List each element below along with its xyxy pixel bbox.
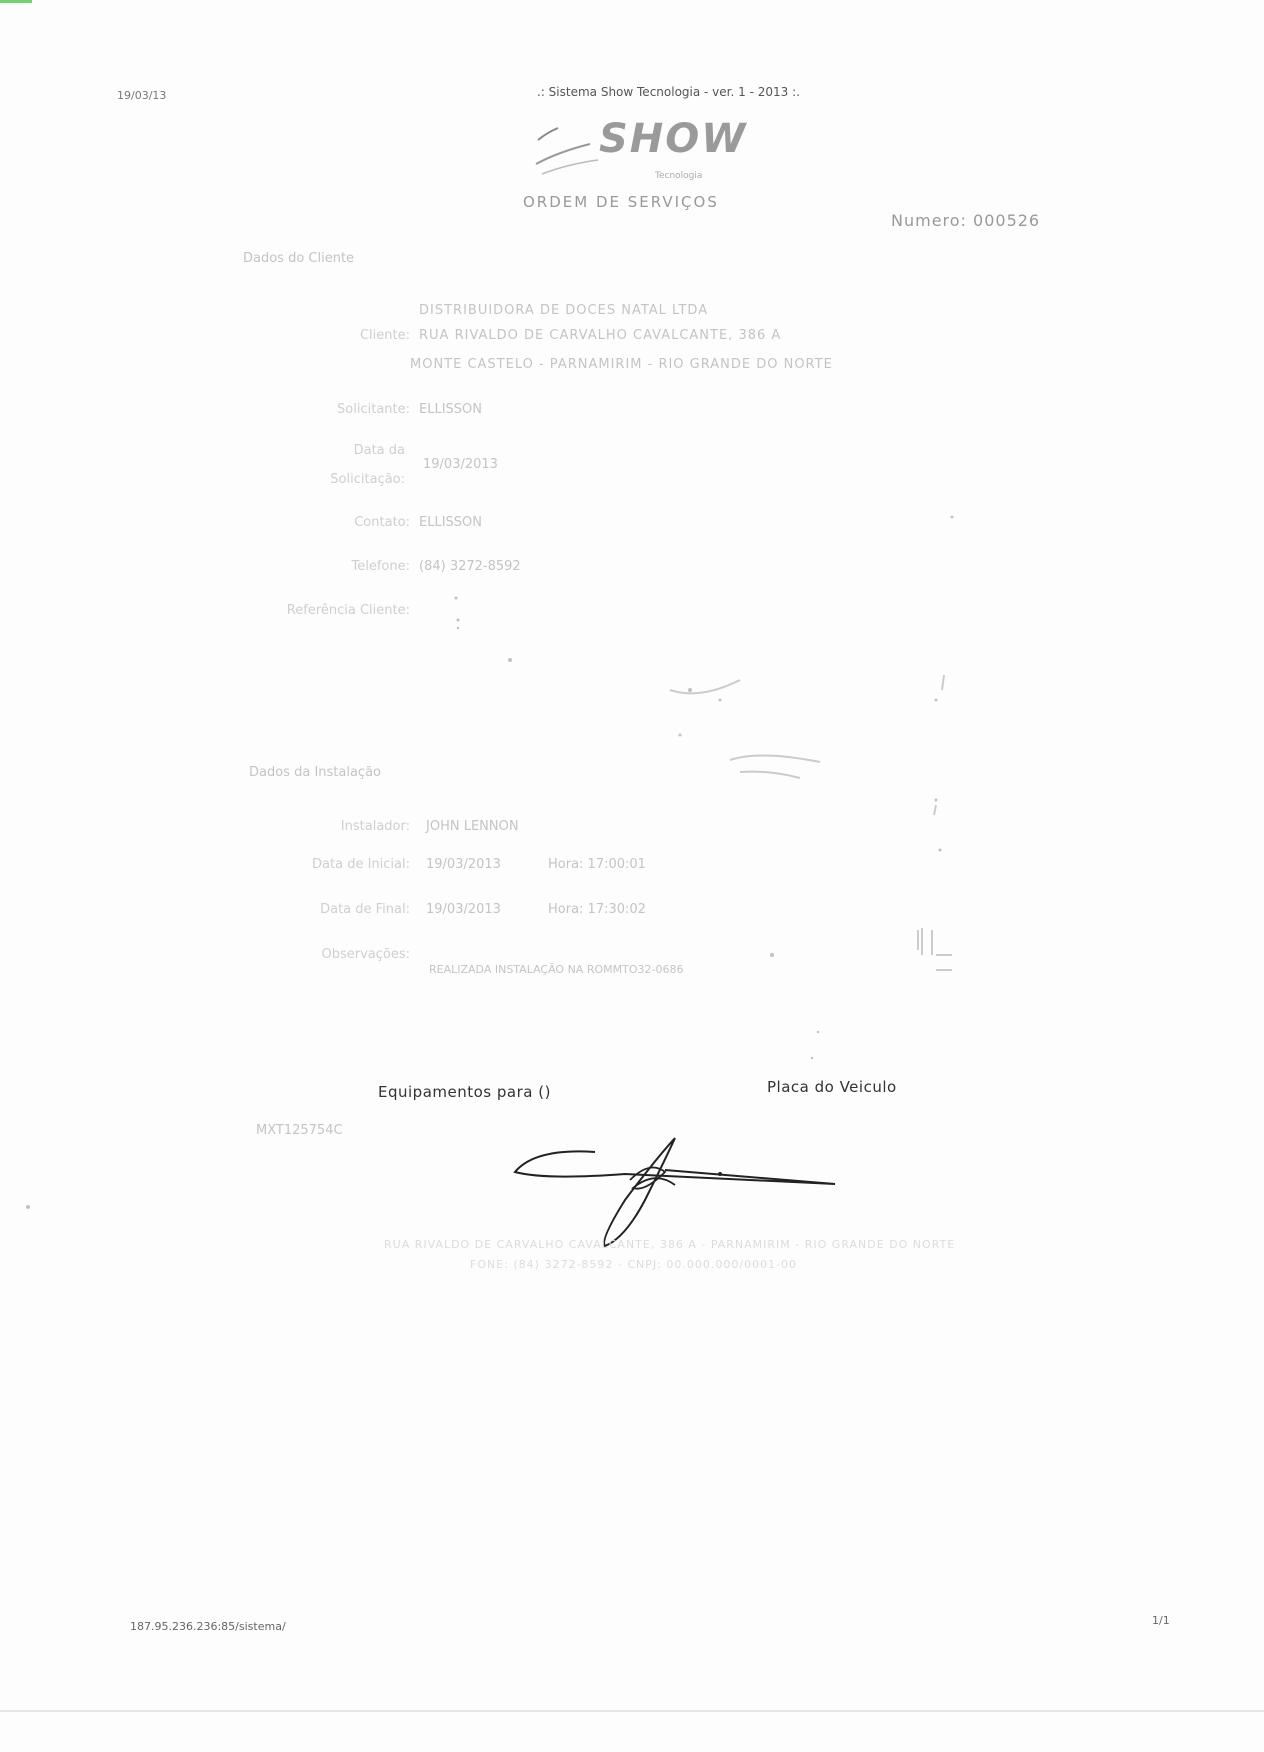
hora-final-value: Hora: 17:30:02 [548, 902, 646, 917]
observacoes-value: REALIZADA INSTALAÇÃO NA ROMMTO32-0686 [429, 963, 684, 976]
observacoes-label: Observações: [321, 947, 410, 962]
system-title: .: Sistema Show Tecnologia - ver. 1 - 2013 :. [537, 85, 800, 99]
document-title: ORDEM DE SERVIÇOS [523, 193, 719, 211]
data-final-label: Data de Final: [320, 902, 410, 917]
client-name: DISTRIBUIDORA DE DOCES NATAL LTDA [419, 303, 709, 318]
hora-inicial-value: Hora: 17:00:01 [548, 857, 646, 872]
footer-contact: FONE: (84) 3272-8592 - CNPJ: 00.000.000/0001-00 [470, 1258, 798, 1271]
placa-value: MXT125754C [256, 1123, 343, 1138]
telefone-value: (84) 3272-8592 [419, 559, 521, 574]
logo-word: SHOW [599, 116, 748, 162]
data-solicitacao-label-2: Solicitação: [330, 472, 405, 487]
print-date: 19/03/13 [117, 89, 167, 102]
document-number: Numero: 000526 [891, 211, 1041, 230]
data-final-value: 19/03/2013 [426, 902, 501, 917]
contato-value: ELLISSON [419, 515, 482, 530]
equipamentos-label: Equipamentos para () [378, 1083, 551, 1101]
bottom-edge-line [0, 1710, 1264, 1712]
section-instalacao-heading: Dados da Instalação [249, 765, 381, 780]
referencia-label: Referência Cliente: [286, 603, 410, 618]
telefone-label: Telefone: [351, 559, 410, 574]
data-solicitacao-label-1: Data da [353, 443, 405, 458]
placa-label: Placa do Veiculo [767, 1078, 897, 1096]
solicitante-label: Solicitante: [337, 402, 410, 417]
logo-subtitle: Tecnologia [655, 171, 703, 181]
instalador-label: Instalador: [340, 819, 410, 834]
page-url: 187.95.236.236:85/sistema/ [130, 1620, 286, 1633]
data-inicial-label: Data de Inicial: [312, 857, 410, 872]
contato-label: Contato: [354, 515, 410, 530]
client-address-line1: RUA RIVALDO DE CARVALHO CAVALCANTE, 386 A [419, 328, 782, 343]
section-cliente-heading: Dados do Cliente [243, 251, 355, 266]
instalador-value: JOHN LENNON [426, 819, 519, 834]
page-number: 1/1 [1152, 1614, 1170, 1627]
client-label: Cliente: [359, 328, 410, 343]
footer-address: RUA RIVALDO DE CARVALHO CAVALCANTE, 386 A - PARNAMIRIM - RIO GRANDE DO NORTE [384, 1238, 956, 1251]
solicitante-value: ELLISSON [419, 402, 482, 417]
client-address-line2: MONTE CASTELO - PARNAMIRIM - RIO GRANDE DO NORTE [410, 357, 833, 372]
data-solicitacao-value: 19/03/2013 [423, 457, 498, 472]
data-inicial-value: 19/03/2013 [426, 857, 501, 872]
